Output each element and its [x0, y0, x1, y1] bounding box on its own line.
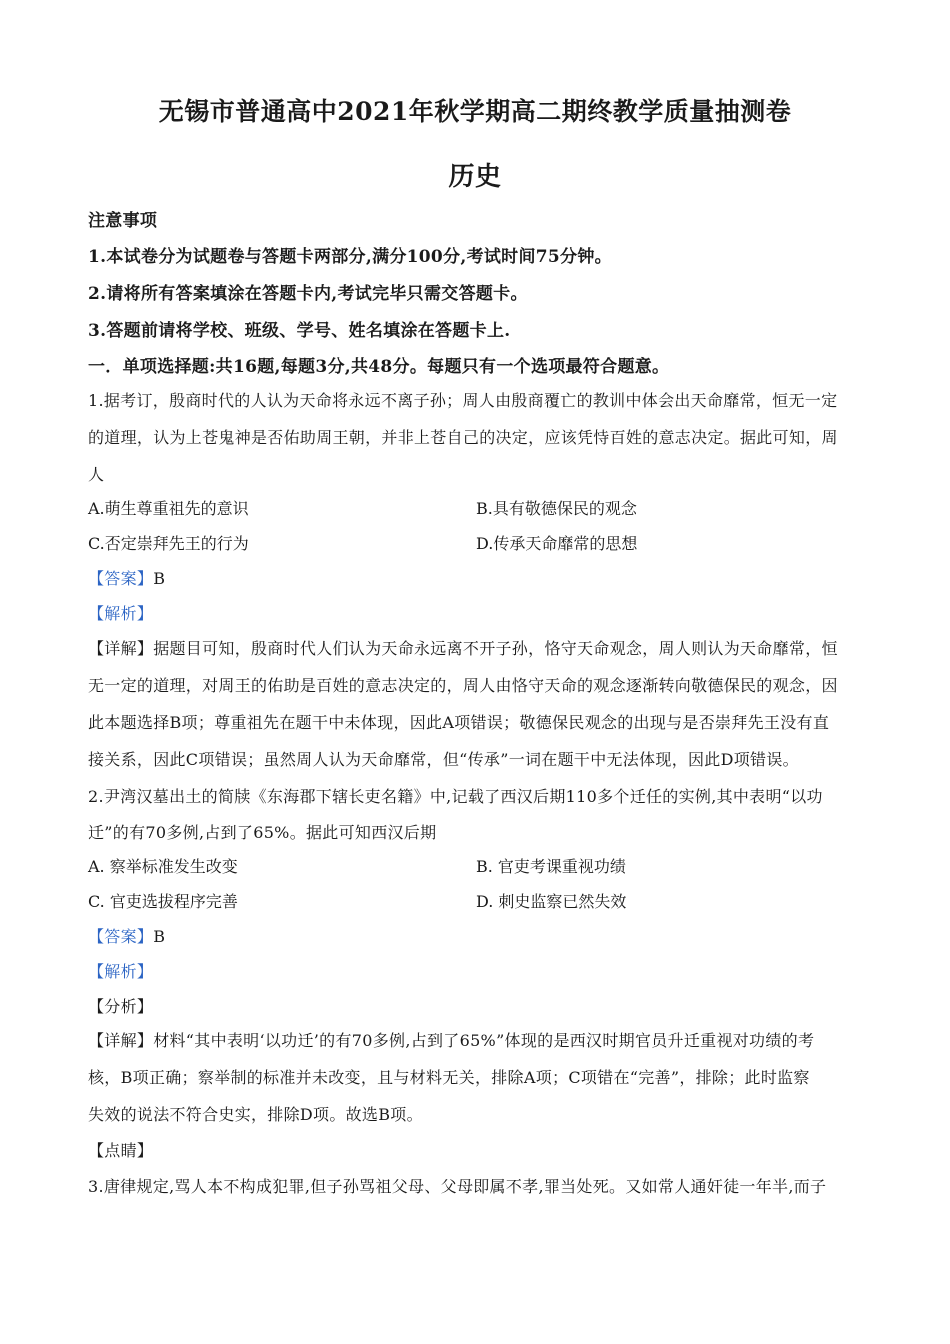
notice-heading: 注意事项	[88, 211, 158, 231]
q2-analysis-tag: 【解析】	[88, 962, 154, 981]
q1-analysis-tag: 【解析】	[88, 604, 154, 623]
q2-detail-line-2: 核，B项正确；察举制的标准并未改变，且与材料无关，排除A项；C项错在“完善”，排除；此时监察	[88, 1068, 810, 1087]
exam-title: 无锡市普通高中2021年秋学期高二期终教学质量抽测卷	[158, 97, 792, 126]
q1-stem-line-3: 人	[88, 465, 105, 484]
q2-option-b: B. 官吏考课重视功绩	[476, 857, 626, 876]
q1-detail-text-1: 据题目可知，殷商时代人们认为天命永远离不开子孙，恪守天命观念，周人则认为天命靡常，恒	[153, 639, 838, 658]
q1-answer-tag: 【答案】	[88, 569, 154, 588]
q1-detail-line-2: 无一定的道理，对周王的佑助是百姓的意志决定的，周人由恪守天命的观念逐渐转向敬德保民的观念，因	[88, 676, 838, 695]
q2-fenxi-tag: 【分析】	[88, 997, 154, 1016]
q2-answer-tag: 【答案】	[88, 927, 154, 946]
q1-detail-line-4: 接关系，因此C项错误；虽然周人认为天命靡常，但“传承”一词在题干中无法体现，因此D项错误。	[88, 750, 799, 769]
q3-stem-line-1: 3.唐律规定,骂人本不构成犯罪,但子孙骂祖父母、父母即属不孝,罪当处死。又如常人通奸徒一年半,而子	[88, 1177, 827, 1196]
q2-detail-line-3: 失效的说法不符合史实，排除D项。故选B项。	[88, 1105, 423, 1124]
q2-stem-line-2: 迁”的有70多例,占到了65%。据此可知西汉后期	[88, 823, 437, 842]
q1-detail-line-1	[88, 638, 868, 660]
q2-option-c: C. 官吏选拔程序完善	[88, 892, 238, 911]
q2-stem-line-1: 2.尹湾汉墓出土的简牍《东海郡下辖长吏名籍》中,记载了西汉后期110多个迁任的实例,其中表明“以功	[88, 787, 823, 806]
q1-option-b: B.具有敬德保民的观念	[476, 499, 637, 518]
q1-detail-line-3: 此本题选择B项；尊重祖先在题干中未体现，因此A项错误；敬德保民观念的出现与是否崇拜先王没有直	[88, 713, 830, 732]
q2-option-d: D. 刺史监察已然失效	[476, 892, 627, 911]
q2-dianjing-tag: 【点睛】	[88, 1141, 154, 1160]
section-heading: 一．单项选择题:共16题,每题3分,共48分。每题只有一个选项最符合题意。	[88, 357, 670, 377]
notice-item-3: 3.答题前请将学校、班级、学号、姓名填涂在答题卡上.	[88, 321, 511, 341]
q1-stem-line-1: 1.据考订，殷商时代的人认为天命将永远不离子孙；周人由殷商覆亡的教训中体会出天命靡常，恒无一定	[88, 391, 838, 410]
q2-answer-value: B	[153, 927, 166, 946]
q1-option-c: C.否定崇拜先王的行为	[88, 534, 249, 553]
notice-item-2: 2.请将所有答案填涂在答题卡内,考试完毕只需交答题卡。	[88, 284, 528, 304]
notice-item-1: 1.本试卷分为试题卷与答题卡两部分,满分100分,考试时间75分钟。	[88, 247, 612, 267]
q1-answer	[88, 568, 868, 590]
q1-option-a: A.萌生尊重祖先的意识	[88, 499, 249, 518]
q1-stem-line-2: 的道理，认为上苍鬼神是否佑助周王朝，并非上苍自己的决定，应该凭恃百姓的意志决定。据此可知，周	[88, 428, 838, 447]
subject-title: 历史	[448, 162, 502, 192]
q1-detail-tag: 【详解】	[88, 639, 154, 658]
q2-answer	[88, 926, 868, 948]
q2-option-a: A. 察举标准发生改变	[88, 857, 238, 876]
q1-answer-value: B	[153, 569, 166, 588]
q2-detail-line-1	[88, 1030, 868, 1052]
q2-detail-tag: 【详解】	[88, 1031, 154, 1050]
q2-detail-text-1: 材料“其中表明‘以功迁’的有70多例,占到了65%”体现的是西汉时期官员升迁重视对功绩的考	[153, 1031, 815, 1050]
q1-option-d: D.传承天命靡常的思想	[476, 534, 638, 553]
